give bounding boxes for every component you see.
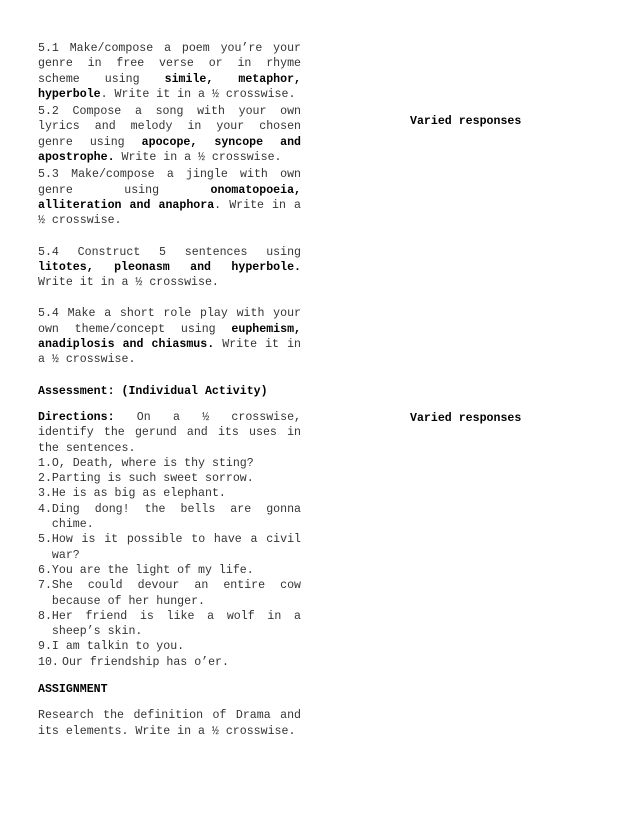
list-item: 5. How is it possible to have a civil war? <box>38 533 301 562</box>
assignment-title: ASSIGNMENT <box>38 682 108 696</box>
assessment-directions: Directions: On a ½ crosswise, identify the gerund and its uses in the sentences. <box>38 410 301 455</box>
varied-responses-2: Varied responses <box>410 412 522 425</box>
activity-5-2: 5.2 Compose a song with your own lyrics and melody in your chosen genre using apocope, syncope and apostrophe. Write in a ½ crosswise. <box>38 105 301 165</box>
assessment-title: Assessment: (Individual Activity) <box>38 384 268 398</box>
left-column <box>38 41 301 739</box>
assessment-items <box>38 456 301 670</box>
varied-responses-1: Varied responses <box>410 115 522 128</box>
list-item: 2. Parting is such sweet sorrow. <box>38 472 254 486</box>
list-item: 6. You are the light of my life. <box>38 563 254 577</box>
activity-5-3: 5.3 Make/compose a jingle with own genre using onomatopoeia, alliteration and anaphora. Write in a ½ crosswise. <box>38 168 301 228</box>
list-item: 9. I am talkin to you. <box>38 640 185 654</box>
list-item: 8. Her friend is like a wolf in a sheep’s skin. <box>38 609 301 639</box>
activity-5-1: 5.1 Make/compose a poem you’re your genre in free verse or in rhyme scheme using simile, metaphor, hyperbole. Write it in a ½ crosswise. <box>38 42 301 101</box>
assignment-text: Research the definition of Drama and its elements. Write in a ½ crosswise. <box>38 709 301 738</box>
list-item: 3. He is as big as elephant. <box>38 487 226 501</box>
list-item: 10. Our friendship has o’er. <box>38 655 229 669</box>
list-item: 7. She could devour an entire cow because of her hunger. <box>38 579 301 608</box>
list-item: 1. O, Death, where is thy sting? <box>38 456 254 470</box>
list-item: 4. Ding dong! the bells are gonna chime. <box>38 502 301 532</box>
activity-5-4-role-play: 5.4 Make a short role play with your own theme/concept using euphemism, anadiplosis and chiasmus. Write it in a ½ crosswise. <box>38 307 301 367</box>
activity-5-4-sentences: 5.4 Construct 5 sentences using litotes, pleonasm and hyperbole. Write it in a ½ crosswise. <box>38 245 301 290</box>
